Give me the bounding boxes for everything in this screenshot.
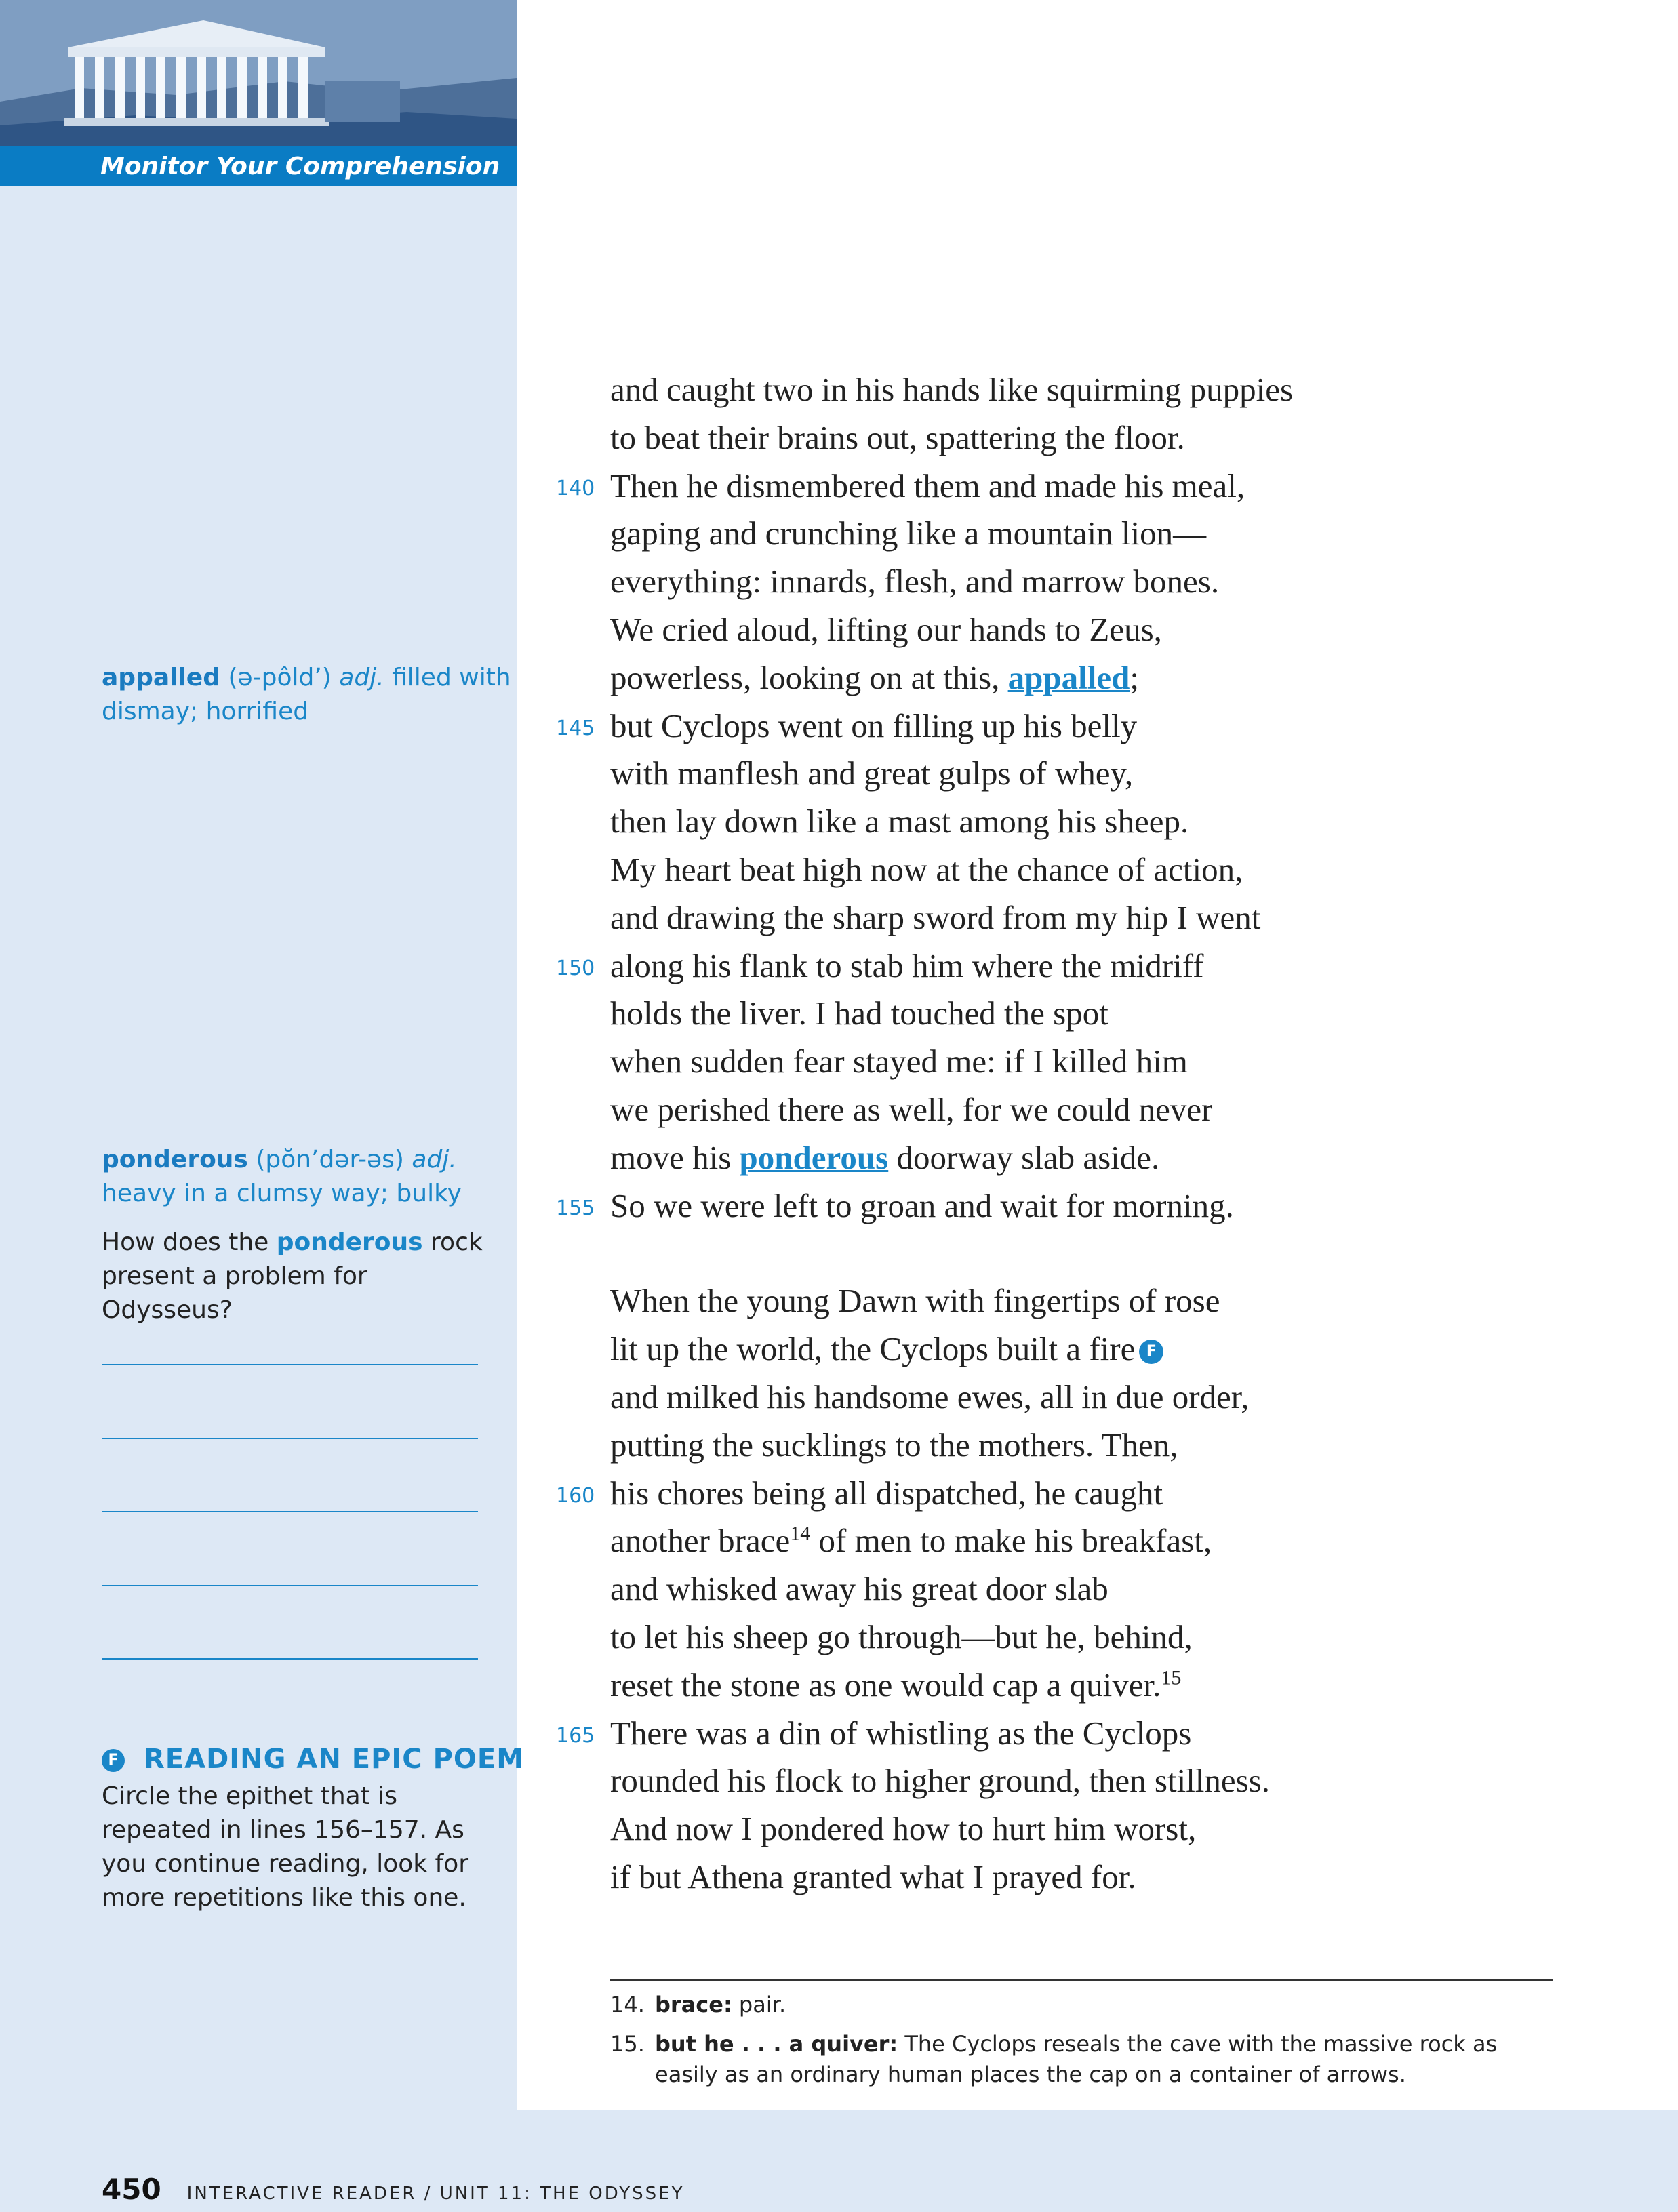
- poem-line: move his ponderous doorway slab aside.: [610, 1138, 1160, 1176]
- footnote-number: 15.: [610, 2031, 645, 2057]
- section-label: Monitor Your Comprehension: [100, 153, 500, 180]
- poem-line: gaping and crunching like a mountain lion—: [610, 515, 1207, 552]
- vocab-word: ponderous: [102, 1146, 248, 1173]
- vocab-definition-cont: dismay; horrified: [102, 698, 309, 725]
- poem-line: but Cyclops went on filling up his belly: [610, 706, 1138, 744]
- poem-line: So we were left to groan and wait for morning.: [610, 1186, 1234, 1224]
- vocab-pronunciation: (ə-pôld’): [228, 664, 332, 691]
- poem-line: with manflesh and great gulps of whey,: [610, 755, 1134, 792]
- answer-line[interactable]: [102, 1438, 478, 1439]
- poem-line: to let his sheep go through—but he, behind,: [610, 1618, 1193, 1655]
- poem-line: We cried aloud, lifting our hands to Zeus,: [610, 611, 1162, 648]
- poem-line: and caught two in his hands like squirming puppies: [610, 371, 1294, 408]
- page-number: 450: [102, 2173, 161, 2206]
- poem-line: lit up the world, the Cyclops built a fire F: [610, 1329, 1163, 1369]
- f-badge-icon: F: [102, 1749, 125, 1772]
- reading-skill-heading: [102, 1741, 525, 1782]
- poem-line: his chores being all dispatched, he caught: [610, 1474, 1163, 1512]
- answer-line[interactable]: [102, 1364, 478, 1365]
- footnote-text: pair.: [732, 1992, 786, 2017]
- poem-line: powerless, looking on at this, appalled;: [610, 658, 1139, 696]
- poem-line: if but Athena granted what I prayed for.: [610, 1858, 1136, 1895]
- poem-line: rounded his flock to higher ground, then stillness.: [610, 1762, 1271, 1800]
- line-number: 165: [556, 1723, 595, 1748]
- poem-line: Then he dismembered them and made his meal,: [610, 466, 1245, 504]
- poem-line: reset the stone as one would cap a quiver.$^{15}$: [610, 1666, 1182, 1704]
- vocab-word: appalled: [102, 664, 220, 691]
- poem-line: holds the liver. I had touched the spot: [610, 994, 1108, 1032]
- vocab-word-link[interactable]: appalled: [1007, 658, 1130, 696]
- parthenon-illustration: [0, 0, 517, 146]
- vocab-pronunciation: (pŏn’dər-əs): [256, 1146, 404, 1173]
- footnote-text-cont: easily as an ordinary human places the cap on a container of arrows.: [655, 2062, 1406, 2087]
- footnote-reference[interactable]: 15: [1161, 1666, 1182, 1689]
- footnote-reference[interactable]: 14: [790, 1523, 811, 1546]
- poem-line: and milked his handsome ewes, all in due order,: [610, 1378, 1250, 1415]
- reading-skill-title: READING AN EPIC POEM: [144, 1744, 525, 1775]
- footnote-number: 14.: [610, 1992, 645, 2017]
- running-head: INTERACTIVE READER / UNIT 11: THE ODYSSEY: [186, 2184, 685, 2204]
- sidebar: [0, 0, 525, 2212]
- footer-band: [517, 2110, 1678, 2212]
- line-number: 150: [556, 956, 595, 980]
- line-number: 160: [556, 1483, 595, 1508]
- section-label-bar: [0, 146, 517, 186]
- comprehension-question: [102, 1226, 502, 1327]
- vocab-pos: adj.: [339, 664, 384, 691]
- footnote-term: brace:: [655, 1992, 732, 2017]
- parthenon-banner-image: [0, 0, 517, 146]
- line-number: 140: [556, 476, 595, 500]
- question-text-cont: rock present a problem for Odysseus?: [102, 1228, 483, 1324]
- footnote-text: The Cyclops reseals the cave with the massive rock as: [898, 2031, 1498, 2057]
- vocab-pos: adj.: [412, 1146, 457, 1173]
- answer-line[interactable]: [102, 1658, 478, 1660]
- vocab-note-appalled: [102, 661, 511, 729]
- reading-skill-instructions: Circle the epithet that is repeated in lines 156–157. As you continue reading, look for more repetitions like this one.: [102, 1782, 469, 1912]
- poem-line: and drawing the sharp sword from my hip I went: [610, 898, 1261, 936]
- poem-line: When the young Dawn with fingertips of rose: [610, 1282, 1220, 1320]
- poem-line: another brace$^{14}$ of men to make his breakfast,: [610, 1522, 1212, 1560]
- poem-line: to beat their brains out, spattering the floor.: [610, 418, 1185, 456]
- line-number: 145: [556, 716, 595, 740]
- poem-line: when sudden fear stayed me: if I killed him: [610, 1043, 1188, 1081]
- f-badge-icon: F: [1139, 1340, 1163, 1364]
- vocab-definition: filled with: [392, 664, 511, 691]
- poem-line: and whisked away his great door slab: [610, 1570, 1108, 1608]
- footnote-15: [610, 2029, 1497, 2090]
- question-vocab-word: ponderous: [276, 1228, 423, 1256]
- vocab-word-link[interactable]: ponderous: [739, 1138, 889, 1176]
- answer-line[interactable]: [102, 1585, 478, 1586]
- poem-line: we perished there as well, for we could never: [610, 1091, 1213, 1128]
- vocab-note-ponderous: [102, 1143, 462, 1211]
- footnote-term: but he . . . a quiver:: [655, 2031, 898, 2057]
- vocab-definition: heavy in a clumsy way; bulky: [102, 1180, 462, 1207]
- page-footer: [102, 2173, 685, 2206]
- poem-line: There was a din of whistling as the Cyclops: [610, 1714, 1192, 1752]
- answer-line[interactable]: [102, 1511, 478, 1512]
- poem-line: putting the sucklings to the mothers. Then,: [610, 1426, 1178, 1464]
- question-text: How does the: [102, 1228, 277, 1256]
- poem-line: And now I pondered how to hurt him worst,: [610, 1810, 1197, 1848]
- poem-line: My heart beat high now at the chance of action,: [610, 851, 1243, 888]
- poem-line: along his flank to stab him where the midriff: [610, 946, 1204, 984]
- poem-line: then lay down like a mast among his sheep.: [610, 803, 1189, 841]
- line-number: 155: [556, 1196, 595, 1220]
- poem-line: everything: innards, flesh, and marrow bones.: [610, 563, 1220, 601]
- footnote-14: [610, 1990, 786, 2020]
- footnote-divider: [610, 1979, 1553, 1981]
